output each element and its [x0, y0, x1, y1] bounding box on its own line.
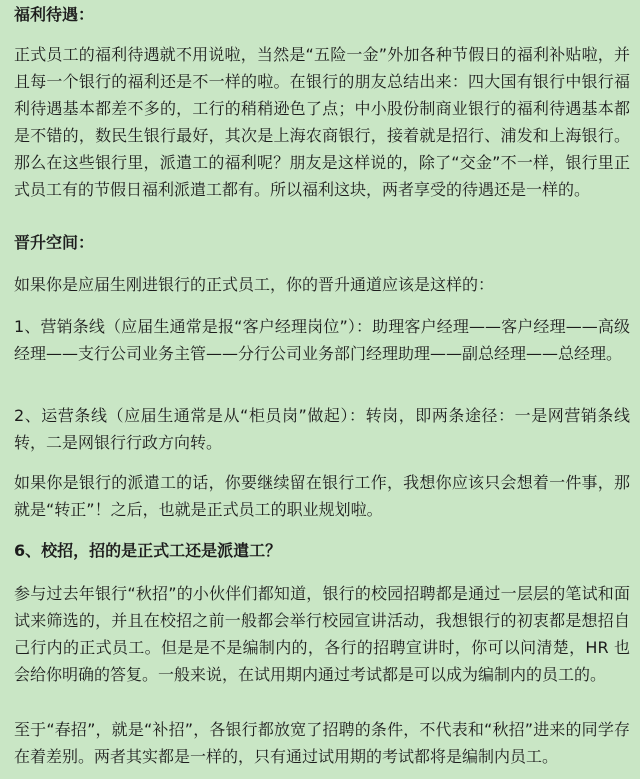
section-heading-campus-recruitment: 6、校招，招的是正式工还是派遣工？	[14, 541, 282, 560]
section-heading-benefits: 福利待遇：	[14, 5, 95, 24]
paragraph-spring-recruitment: 至于“春招”，就是“补招”，各银行都放宽了招聘的条件，不代表和“秋招”进来的同学存在着差别。两者其实都是一样的，只有通过试用期的考试都将是编制内员工。	[14, 720, 630, 766]
section-heading-promotion: 晋升空间：	[14, 233, 95, 252]
paragraph-dispatch-worker: 如果你是银行的派遣工的话，你要继续留在银行工作，我想你应该只会想着一件事，那就是“转正”！之后，也就是正式员工的职业规划啦。	[14, 473, 630, 519]
paragraph-benefits: 正式员工的福利待遇就不用说啦，当然是“五险一金”外加各种节假日的福利补贴啦，并且每一个银行的福利还是不一样的啦。在银行的朋友总结出来：四大国有银行中银行福利待遇基本都差不多的，工行的稍稍逊色了点；中小股份制商业银行的福利待遇基本都是不错的，数民生银行最好，其次是上海农商银行，接着就是招行、浦发和上海银行。那么在这些银行里，派遣工的福利呢？朋友是这样说的，除了“交金”不一样，银行里正式员工有的节假日福利派遣工都有。所以福利这块，两者享受的待遇还是一样的。	[14, 45, 630, 199]
paragraph-marketing-track: 1、营销条线（应届生通常是报“客户经理岗位”）：助理客户经理——客户经理——高级经理——支行公司业务主管——分行公司业务部门经理助理——副总经理——总经理。	[14, 317, 630, 363]
paragraph-promotion-intro: 如果你是应届生刚进银行的正式员工，你的晋升通道应该是这样的：	[14, 275, 495, 294]
paragraph-operations-track: 2、运营条线（应届生通常是从“柜员岗”做起）：转岗，即两条途径：一是网营销条线转，二是网银行行政方向转。	[14, 406, 630, 452]
paragraph-autumn-recruitment: 参与过去年银行“秋招”的小伙伴们都知道，银行的校园招聘都是通过一层层的笔试和面试来筛选的，并且在校招之前一般都会举行校园宣讲活动，我想银行的初衷都是想招自己行内的正式员工。但是是不是编制内的，各行的招聘宣讲时，你可以问清楚，HR 也会给你明确的答复。一般来说，在试用期内通过考试都是可以成为编制内的员工的。	[14, 584, 630, 684]
